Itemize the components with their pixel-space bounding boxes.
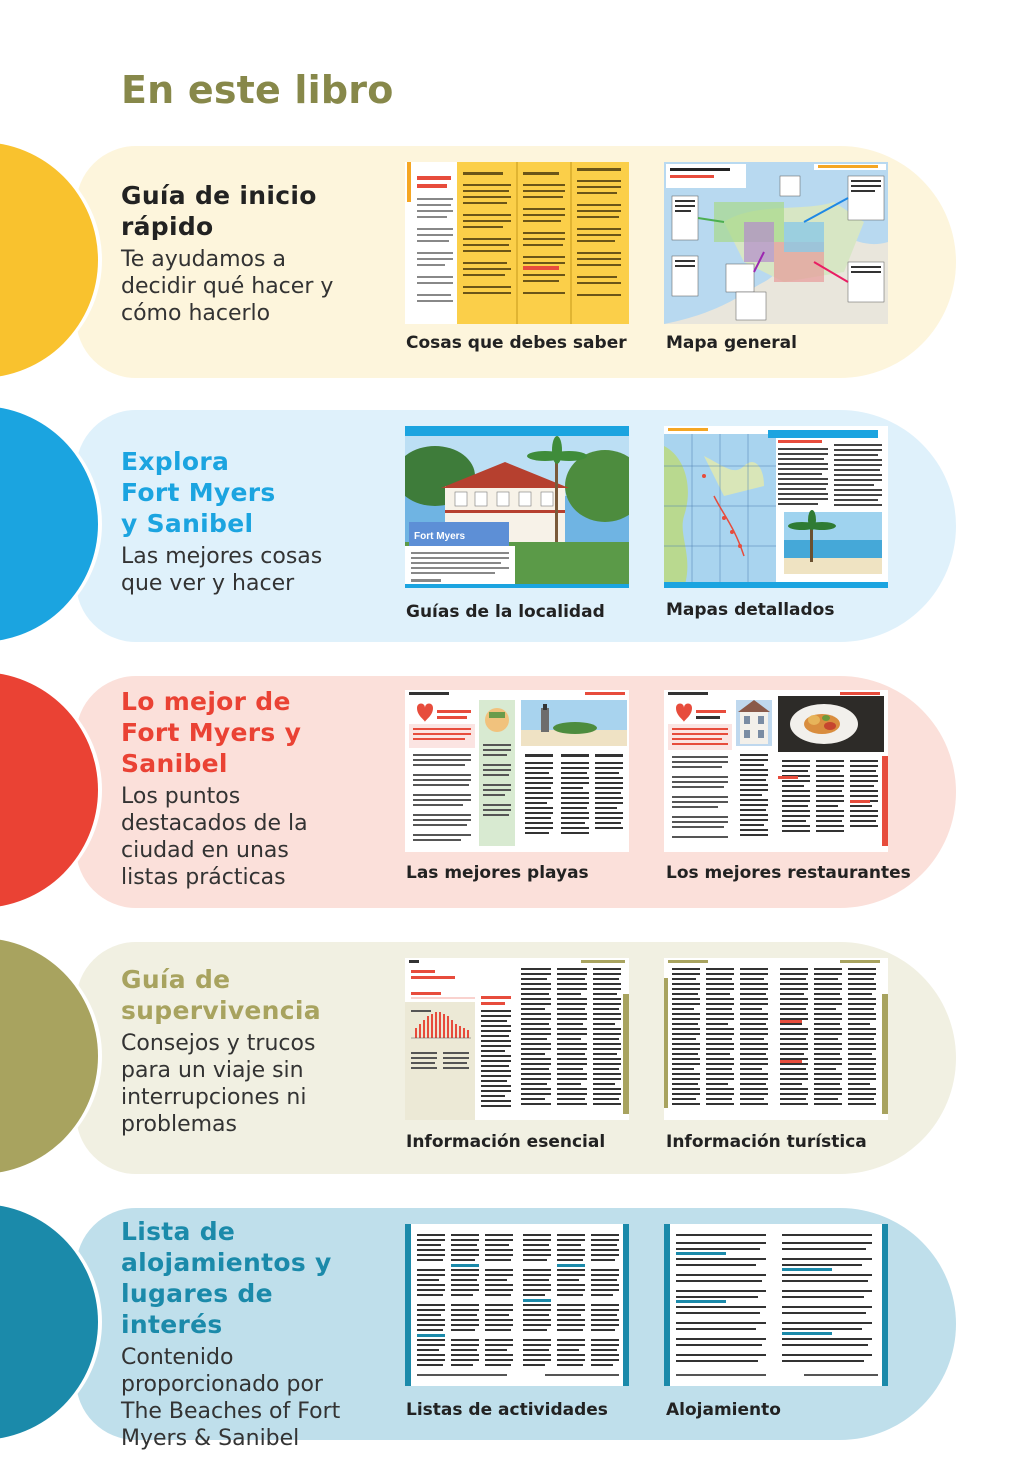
thumbnail-essential-info [405,958,629,1120]
section-survival-guide [0,942,1024,1178]
thumbnail-activity-lists [405,1224,629,1386]
section-text [121,180,381,327]
section-description: Las mejores cosas que ver y hacer [121,544,323,596]
thumbnail-caption: Cosas que debes saber [406,333,627,353]
thumbnail-best-beaches [405,690,629,852]
thumbnail-caption: Listas de actividades [406,1400,608,1420]
section-description: Contenido proporcionado por The Beaches of Fort Myers & Sanibel [121,1345,341,1451]
section-description: Consejos y trucos para un viaje sin interrupciones ni problemas [121,1031,316,1137]
thumbnail-caption: Los mejores restaurantes [666,863,911,883]
thumbnail-caption: Guías de la localidad [406,602,605,622]
section-directory [0,1208,1024,1451]
thumbnail-caption: Información turística [666,1132,867,1152]
section-heading: Explora Fort Myers y Sanibel [121,447,276,538]
thumbnail-caption: Mapas detallados [666,600,835,620]
section-quick-start [0,146,1024,382]
section-description: Los puntos destacados de la ciudad en unas listas prácticas [121,784,308,890]
thumbnail-tourist-info [664,958,888,1120]
section-heading: Lista de alojamientos y lugares de interés [121,1217,332,1339]
thumbnail-caption: Mapa general [666,333,797,353]
thumbnail-caption: Información esencial [406,1132,606,1152]
thumbnail-detailed-maps [664,426,888,588]
thumbnail-label: Fort Myers [414,531,466,542]
thumbnail-best-restaurants [664,690,888,852]
section-heading: Guía de supervivencia [121,965,321,1025]
section-text [121,964,381,1138]
section-heading: Guía de inicio rápido [121,181,317,241]
section-text [121,686,381,891]
thumbnail-things-to-know [405,162,629,324]
thumbnail-general-map [664,162,888,324]
section-text [121,446,381,597]
section-description: Te ayudamos a decidir qué hacer y cómo hacerlo [121,247,334,326]
thumbnail-caption: Las mejores playas [406,863,589,883]
section-text [121,1216,381,1452]
section-explore [0,410,1024,646]
thumbnail-caption: Alojamiento [666,1400,781,1420]
section-best-of [0,676,1024,912]
page-title: En este libro [121,68,394,112]
thumbnail-local-guides [405,426,629,588]
thumbnail-accommodation [664,1224,888,1386]
section-heading: Lo mejor de Fort Myers y Sanibel [121,687,302,778]
